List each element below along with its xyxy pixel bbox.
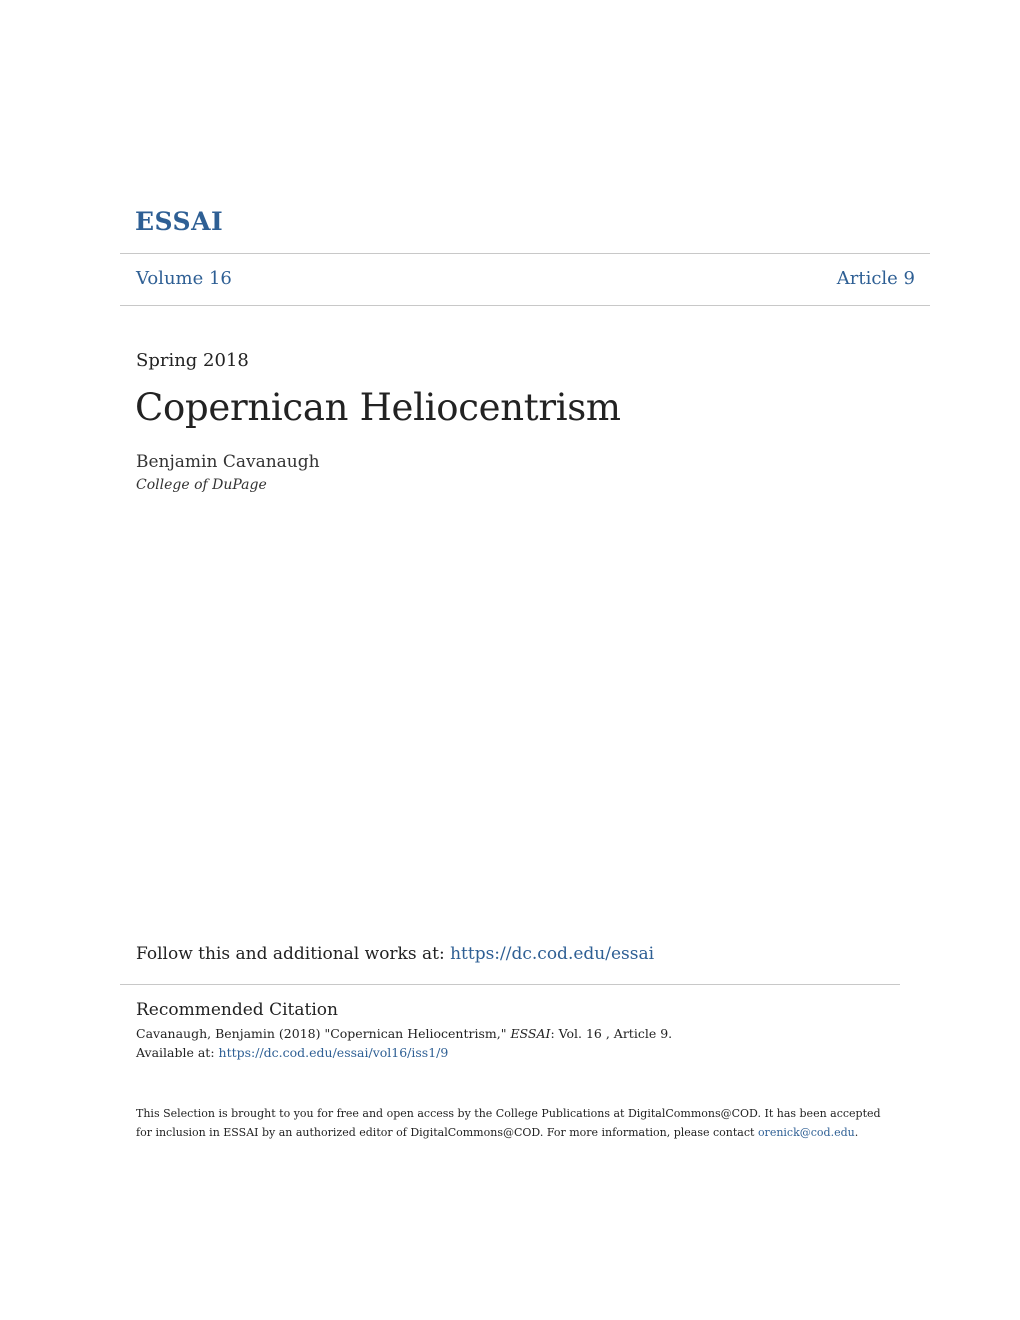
follow-url-link[interactable]: https://dc.cod.edu/essai	[450, 944, 655, 964]
header-bottom-divider	[120, 305, 930, 306]
citation-divider	[120, 984, 900, 985]
journal-title[interactable]: ESSAI	[135, 207, 224, 236]
author-affiliation: College of DuPage	[136, 477, 267, 493]
citation-prefix: Cavanaugh, Benjamin (2018) "Copernican Heliocentrism,"	[136, 1026, 511, 1041]
access-notice	[136, 1104, 886, 1142]
contact-email-link[interactable]: orenick@cod.edu	[757, 1126, 855, 1139]
available-label: Available at:	[136, 1045, 219, 1060]
article-url-link[interactable]: https://dc.cod.edu/essai/vol16/iss1/9	[218, 1045, 449, 1060]
publication-date: Spring 2018	[136, 350, 249, 371]
notice-text: This Selection is brought to you for free and open access by the College Publications at DigitalCommons@COD. It has been accepted for inclusion in ESSAI by an authorized editor of DigitalCommons@COD. For more information, please contact	[136, 1107, 881, 1139]
follow-label: Follow this and additional works at:	[136, 944, 451, 964]
citation-text	[136, 1026, 672, 1041]
author-name: Benjamin Cavanaugh	[136, 452, 320, 472]
header-top-divider	[120, 253, 930, 254]
volume-link[interactable]: Volume 16	[136, 268, 232, 289]
article-link[interactable]: Article 9	[836, 268, 915, 289]
citation-availability	[136, 1045, 448, 1060]
recommended-citation-heading: Recommended Citation	[136, 1000, 338, 1020]
citation-suffix: : Vol. 16 , Article 9.	[550, 1026, 673, 1041]
notice-end: .	[854, 1126, 859, 1139]
follow-line	[136, 944, 654, 964]
paper-title: Copernican Heliocentrism	[135, 386, 621, 429]
citation-journal: ESSAI	[510, 1026, 551, 1041]
